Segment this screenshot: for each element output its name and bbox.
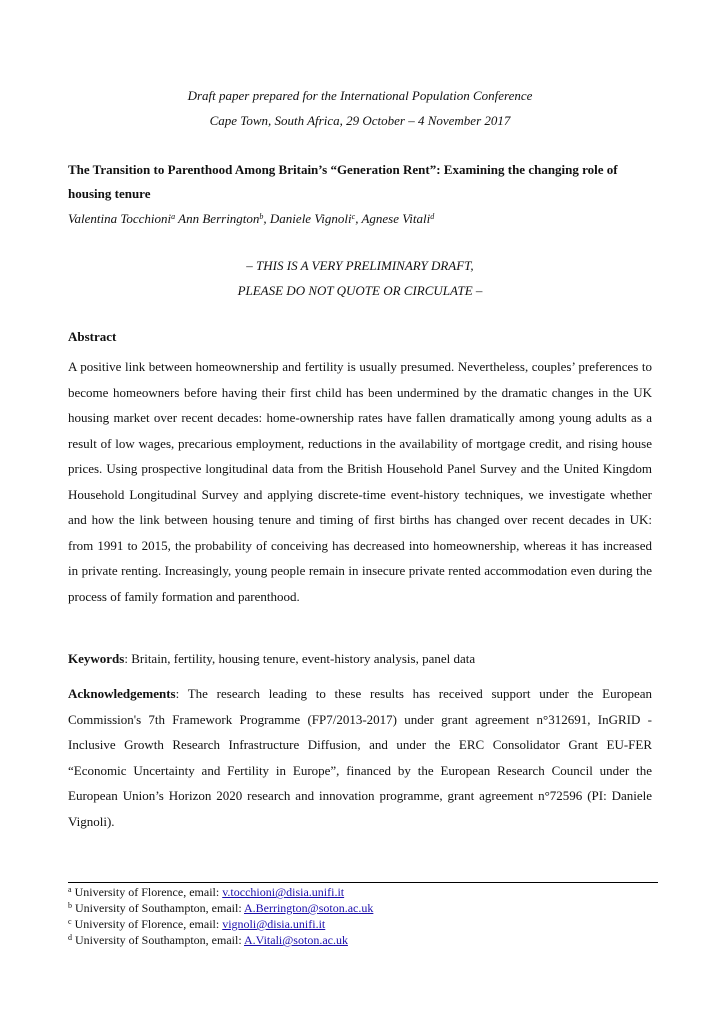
acknowledgements-label: Acknowledgements <box>68 686 176 701</box>
author-affiliation-mark: c <box>351 212 356 221</box>
footnote <box>68 900 373 916</box>
footnote-text: University of Southampton, email: <box>72 901 244 915</box>
keywords-label: Keywords <box>68 651 125 666</box>
author-affiliation-mark: d <box>430 212 435 221</box>
author-list <box>68 211 434 227</box>
conference-location: Cape Town, South Africa, 29 October – 4 November 2017 <box>209 113 511 128</box>
footnote-mark: c <box>68 917 72 926</box>
footnote <box>68 916 325 932</box>
footnote <box>68 884 344 900</box>
author-affiliation-mark: a <box>171 212 176 221</box>
author-name: Agnese Vitali <box>361 211 431 226</box>
author-name: Valentina Tocchioni <box>68 211 172 226</box>
abstract-heading: Abstract <box>68 329 117 344</box>
abstract-text: A positive link between homeownership and fertility is usually presumed. Nevertheless, couples’ preferences to become homeowners before having their first child has been undermined by the dramatic changes in the UK housing market over recent decades: home-ownership rates have fallen dramatically among young adults as a result of low wages, precarious employment, reductions in the availability of mortgage credit, and rising house prices. Using prospective longitudinal data from the British Household Panel Survey and the United Kingdom Household Longitudinal Survey and applying discrete-time event-history techniques, we investigate whether and how the link between housing tenure and timing of first births has changed over recent decades in UK: from 1991 to 2015, the probability of conceiving has decreased into homeownership, whereas it has increased in private renting. Increasingly, young people remain in insecure private rented accommodation even during the process of family formation and parenthood. <box>68 359 652 604</box>
conference-note: Draft paper prepared for the International Population Conference <box>187 88 533 103</box>
keywords-text: : Britain, fertility, housing tenure, event-history analysis, panel data <box>124 651 476 666</box>
email-link[interactable]: vignoli@disia.unifi.it <box>222 917 326 931</box>
keywords <box>68 646 652 672</box>
email-link[interactable]: A.Berrington@soton.ac.uk <box>243 901 374 915</box>
footnote-text: University of Florence, email: <box>71 917 223 931</box>
author-name: Ann Berrington <box>178 211 260 226</box>
acknowledgements-text: : The research leading to these results has received support under the European Commission's 7th Framework Programme (FP7/2013-2017) under grant agreement n°312691, InGRID - Inclusive Growth Research Infrastructure Diffusion, and under the ERC Consolidator Grant EU-FER “Economic Uncertainty and Fertility in Europe”, financed by the European Research Council under the European Union’s Horizon 2020 research and innovation programme, grant agreement n°72596 (PI: Daniele Vignoli). <box>68 686 652 829</box>
email-link[interactable]: A.Vitali@soton.ac.uk <box>243 933 348 947</box>
footnote <box>68 932 348 948</box>
draft-notice-line1: – THIS IS A VERY PRELIMINARY DRAFT, <box>246 258 474 273</box>
author-affiliation-mark: b <box>259 212 264 221</box>
footnote-text: University of Florence, email: <box>71 885 223 899</box>
footnote-mark: a <box>68 885 72 894</box>
email-link[interactable]: v.tocchioni@disia.unifi.it <box>222 885 345 899</box>
footnote-mark: b <box>68 901 72 910</box>
author-name: Daniele Vignoli <box>269 211 352 226</box>
author-separator: , <box>355 211 362 226</box>
footnote-mark: d <box>68 933 72 942</box>
author-separator: , <box>263 211 270 226</box>
footnote-divider <box>68 882 658 883</box>
acknowledgements <box>68 681 652 834</box>
footnote-text: University of Southampton, email: <box>72 933 244 947</box>
draft-notice-line2: PLEASE DO NOT QUOTE OR CIRCULATE – <box>237 283 483 298</box>
paper-title: The Transition to Parenthood Among Britain’s “Generation Rent”: Examining the changing role of housing tenure <box>68 162 618 201</box>
